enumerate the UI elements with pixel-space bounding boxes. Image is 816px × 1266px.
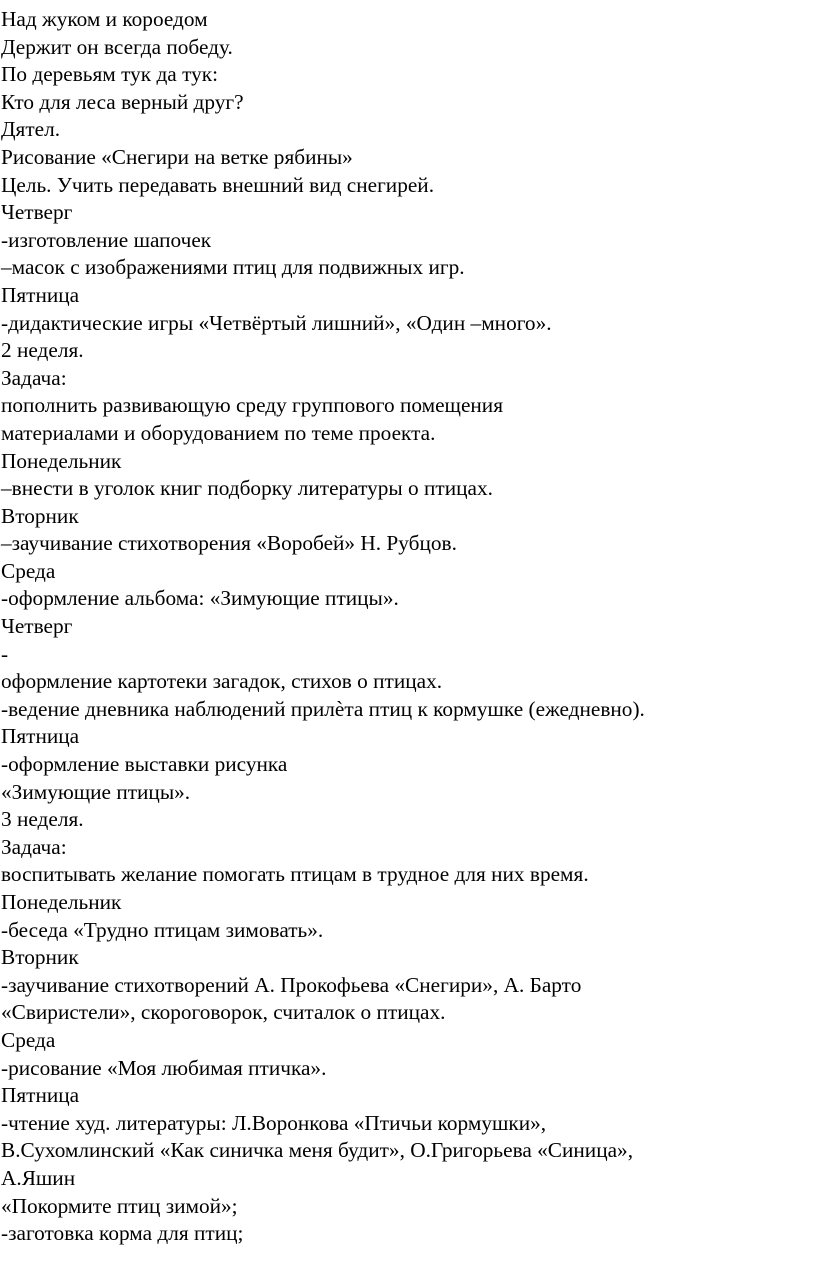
- text-line: -дидактические игры «Четвёртый лишний», «Один –много».: [1, 310, 552, 335]
- text-line: -заучивание стихотворений А. Прокофьева «Снегири», А. Барто: [1, 972, 582, 997]
- text-line: -: [1, 641, 9, 666]
- text-line: оформление картотеки загадок, стихов о птицах.: [1, 669, 443, 694]
- text-line: Цель. Учить передавать внешний вид снегирей.: [1, 172, 435, 197]
- text-line: –масок с изображениями птиц для подвижных игр.: [1, 255, 465, 280]
- text-line: По деревьям тук да тук:: [1, 62, 219, 87]
- text-line: Вторник: [1, 945, 79, 970]
- text-line: -ведение дневника наблюдений прилѐта птиц к кормушке (ежедневно).: [1, 696, 645, 721]
- text-line: воспитывать желание помогать птицам в трудное для них время.: [1, 862, 589, 887]
- text-line: Пятница: [1, 1083, 80, 1108]
- text-line: Держит он всегда победу.: [1, 34, 233, 59]
- text-line: Задача:: [1, 834, 67, 859]
- text-line: Пятница: [1, 724, 80, 749]
- text-line: Вторник: [1, 503, 79, 528]
- text-line: Над жуком и короедом: [1, 7, 208, 31]
- text-line: «Зимующие птицы».: [1, 779, 191, 804]
- text-line: материалами и оборудованием по теме проекта.: [1, 420, 436, 445]
- text-line: В.Сухомлинский «Как синичка меня будит», О.Григорьева «Синица»,: [1, 1138, 634, 1163]
- text-line: -изготовление шапочек: [1, 227, 212, 252]
- text-line: -рисование «Моя любимая птичка».: [1, 1055, 327, 1080]
- text-line: 3 неделя.: [1, 807, 84, 832]
- text-line: Четверг: [1, 200, 73, 225]
- text-line: Задача:: [1, 365, 67, 390]
- text-line: -оформление альбома: «Зимующие птицы».: [1, 586, 399, 611]
- text-line: -чтение худ. литературы: Л.Воронкова «Птичьи кормушки»,: [1, 1110, 547, 1135]
- text-line: –внести в уголок книг подборку литературы о птицах.: [1, 476, 493, 501]
- text-line: –заучивание стихотворения «Воробей» Н. Рубцов.: [1, 531, 457, 556]
- text-line: пополнить развивающую среду группового помещения: [1, 393, 503, 418]
- text-line: -беседа «Трудно птицам зимовать».: [1, 917, 324, 942]
- text-line: «Свиристели», скороговорок, считалок о птицах.: [1, 1000, 446, 1025]
- text-line: Среда: [1, 1027, 56, 1052]
- text-line: Среда: [1, 558, 56, 583]
- text-line: Четверг: [1, 614, 73, 639]
- text-line: Рисование «Снегири на ветке рябины»: [1, 144, 353, 169]
- text-line: А.Яшин: [1, 1165, 76, 1190]
- text-line: -оформление выставки рисунка: [1, 752, 288, 777]
- text-line: Понедельник: [1, 890, 122, 914]
- text-line: -заготовка корма для птиц;: [1, 1221, 244, 1246]
- text-line: 2 неделя.: [1, 338, 84, 363]
- text-line: Пятница: [1, 282, 80, 307]
- text-line: Понедельник: [1, 448, 122, 473]
- text-line: Кто для леса верный друг?: [1, 89, 244, 114]
- text-line: Дятел.: [1, 117, 61, 142]
- text-line: «Покормите птиц зимой»;: [1, 1193, 238, 1218]
